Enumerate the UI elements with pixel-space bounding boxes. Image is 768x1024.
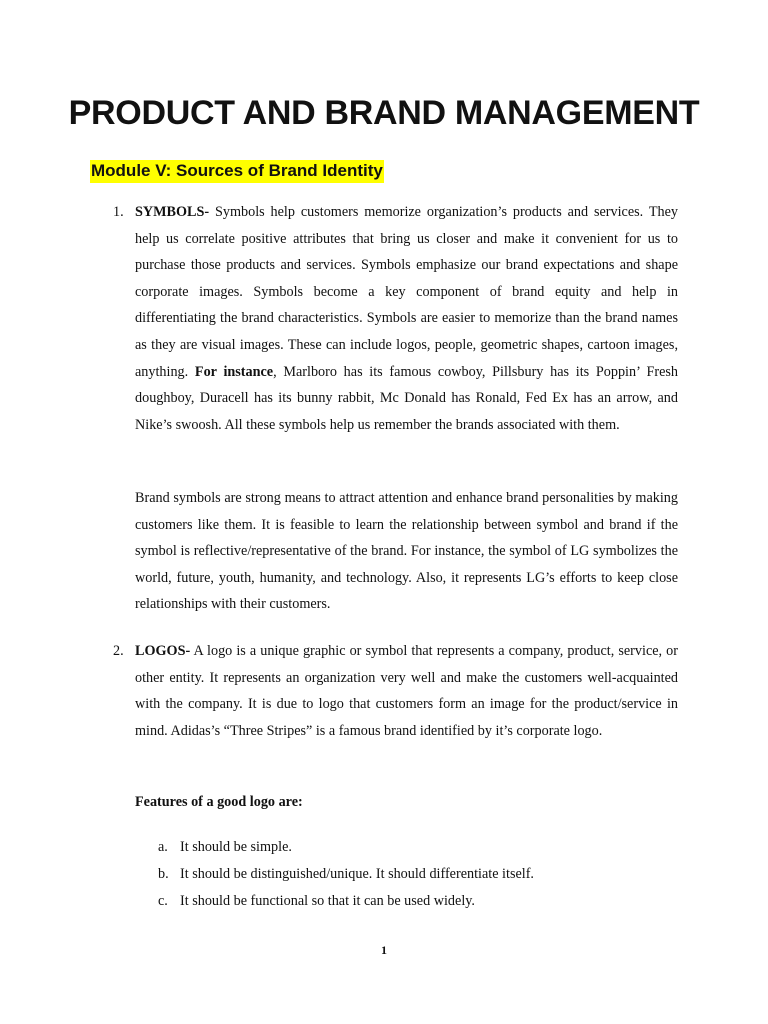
features-heading: Features of a good logo are:	[135, 794, 303, 810]
symbols-heading: SYMBOLS-	[135, 204, 210, 220]
section-number-symbols: 1.	[113, 204, 124, 220]
list-item-letter: b.	[158, 866, 169, 882]
list-item	[158, 891, 534, 918]
logos-text: A logo is a unique graphic or symbol that represents a company, product, service, or other entity. It represents an organization very well and make the customers well-acquainted with the company. It is due to logo that customers form an image for the product/service in mind. Adidas’s “Three Stripes” is a famous brand identified by it’s corporate logo.	[135, 643, 678, 739]
module-heading: Module V: Sources of Brand Identity	[90, 160, 384, 183]
list-item-text: It should be functional so that it can be used widely.	[180, 893, 475, 909]
page-number: 1	[381, 943, 387, 957]
logos-heading: LOGOS-	[135, 643, 191, 659]
symbols-text-b: , Marlboro has its famous cowboy, Pillsbury has its Poppin’ Fresh doughboy, Duracell has its bunny rabbit, Mc Donald has Ronald, Fed Ex has an arrow, and Nike’s swoosh. All these symbols help us remember the brands associated with them.	[135, 363, 678, 433]
symbols-paragraph-2: Brand symbols are strong means to attract attention and enhance brand personalities by making customers like them. It is feasible to learn the relationship between symbol and brand if the symbol is reflective/representative of the brand. For instance, the symbol of LG symbolizes the world, future, youth, humanity, and technology. Also, it represents LG’s efforts to keep close relationships with their customers.	[135, 490, 678, 613]
list-item	[158, 837, 534, 864]
symbols-paragraph-1	[135, 199, 678, 438]
list-item-text: It should be distinguished/unique. It should differentiate itself.	[180, 866, 534, 882]
logos-paragraph	[135, 638, 678, 744]
list-item-letter: c.	[158, 893, 168, 909]
features-list	[158, 837, 534, 918]
list-item	[158, 864, 534, 891]
list-item-text: It should be simple.	[180, 839, 292, 855]
symbols-text-a: Symbols help customers memorize organization’s products and services. They help us correlate positive attributes that bring us closer and make it convenient for us to purchase those products and services. Symbols emphasize our brand expectations and shape corporate images. Symbols become a key component of brand equity and help in differentiating the brand characteristics. Symbols are easier to memorize than the brand names as they are visual images. These can include logos, people, geometric shapes, cartoon images, anything.	[135, 204, 678, 380]
section-number-logos: 2.	[113, 643, 124, 659]
for-instance-bold: For instance	[194, 363, 274, 380]
page-title: PRODUCT AND BRAND MANAGEMENT	[68, 94, 700, 132]
list-item-letter: a.	[158, 839, 168, 855]
